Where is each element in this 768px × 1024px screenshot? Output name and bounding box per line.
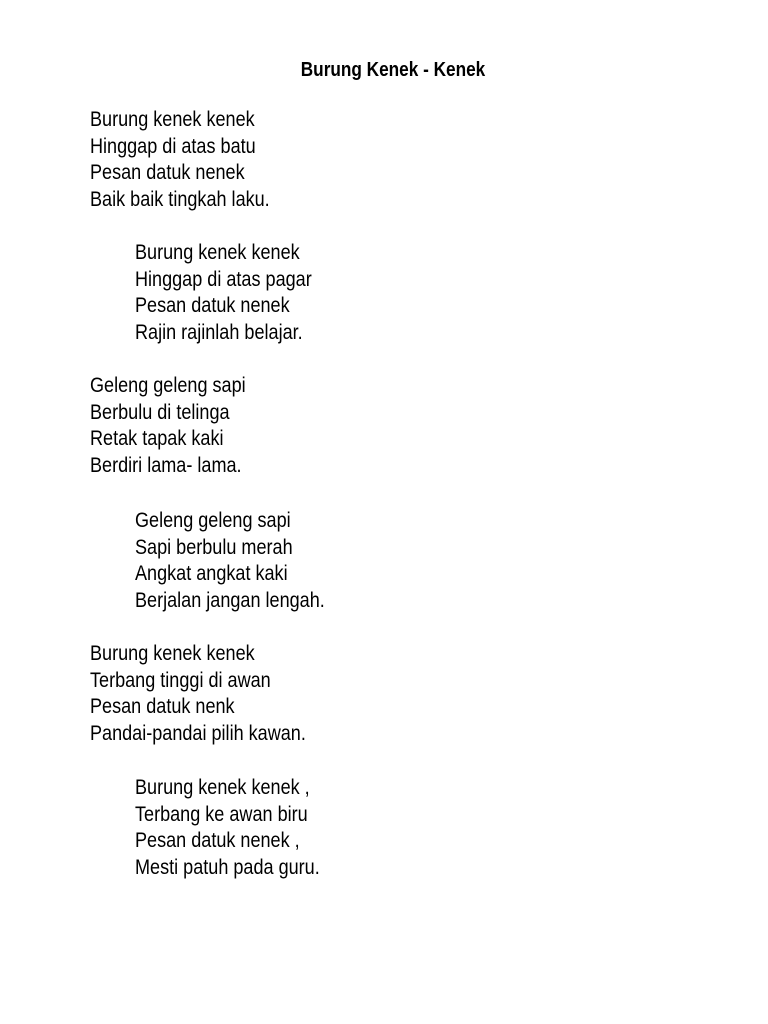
stanza-1 [90,107,299,214]
verse-line: Berdiri lama- lama. [90,454,242,478]
verse-line: Pandai-pandai pilih kawan. [90,722,306,746]
verse-line: Pesan datuk nenk [90,695,235,719]
verse-line: Angkat angkat kaki [135,562,288,586]
verse-line: Geleng geleng sapi [90,374,246,397]
verse-line: Hinggap di atas batu [90,134,256,158]
verse-line: Pesan datuk nenek , [135,829,300,853]
verse-line: Pesan datuk nenek [135,294,290,318]
verse-line: Burung kenek kenek , [135,776,310,799]
stanza-5 [90,641,341,748]
stanza-4 [135,508,356,615]
verse-line: Mesti patuh pada guru. [135,856,320,880]
verse-line: Burung kenek kenek [90,642,255,665]
verse-line: Berbulu di telinga [90,400,230,424]
verse-line: Rajin rajinlah belajar. [135,321,303,345]
verse-line: Geleng geleng sapi [135,509,291,532]
verse-line: Hinggap di atas pagar [135,267,312,291]
verse-line: Pesan datuk nenek [90,161,245,185]
verse-line: Sapi berbulu merah [135,535,293,559]
stanza-3 [90,373,271,480]
verse-line: Terbang ke awan biru [135,802,308,826]
stanza-6 [135,775,350,882]
verse-line: Retak tapak kaki [90,427,224,451]
verse-line: Terbang tinggi di awan [90,668,271,692]
stanza-2 [135,240,340,347]
verse-line: Baik baik tingkah laku. [90,188,270,212]
verse-line: Burung kenek kenek [135,241,300,264]
poem-title: Burung Kenek - Kenek [300,59,486,81]
verse-line: Burung kenek kenek [90,108,255,131]
verse-line: Berjalan jangan lengah. [135,589,325,613]
